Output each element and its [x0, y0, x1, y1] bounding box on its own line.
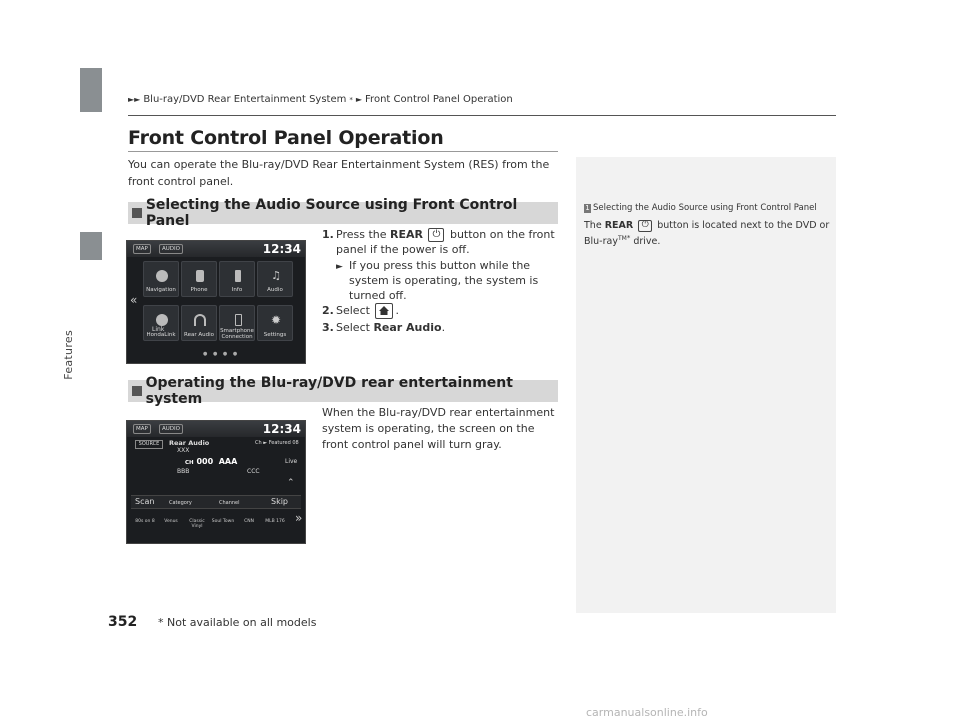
step-3-pre: Select: [336, 321, 370, 334]
rear-audio-screen-image: [126, 420, 306, 544]
section-square-icon: [132, 386, 142, 396]
step-3: [322, 320, 562, 335]
channel-number: [185, 457, 237, 466]
featured-text: Featured: [268, 440, 291, 446]
note-body: [584, 219, 834, 248]
note-body-end: drive.: [633, 236, 661, 248]
home-screen-image: [126, 240, 306, 364]
tile-label-smartphone: Smartphone Connection: [220, 328, 254, 340]
note-heading-text: Selecting the Audio Source using Front Control Panel: [593, 203, 817, 213]
sidebar-label: Features: [62, 330, 75, 380]
note-body-tm: TM: [617, 235, 627, 242]
bbb-label: BBB: [177, 468, 190, 475]
map-pill: MAP: [133, 244, 151, 254]
section1-heading: [128, 197, 558, 229]
phone-icon: [196, 270, 204, 282]
featured-num: 08: [292, 440, 299, 446]
live-label: Live: [285, 458, 298, 465]
breadcrumb-arrow-icon: ►►: [128, 95, 141, 104]
note-badge: 1: [585, 203, 590, 212]
smartphone-icon: [235, 314, 242, 326]
breadcrumb-part1[interactable]: Blu-ray/DVD Rear Entertainment System: [143, 94, 347, 105]
step-1-bold: REAR: [390, 228, 423, 241]
step-1-pre: Press the: [336, 228, 387, 241]
sub-arrow-icon: ►: [336, 262, 343, 272]
breadcrumb-asterisk: *: [349, 95, 353, 104]
power-icon: ⏻: [428, 228, 444, 242]
screen-clock: 12:34: [262, 422, 301, 436]
section2-heading-text: Operating the Blu-ray/DVD rear entertainment system: [145, 375, 513, 407]
tile-label-hondalink: HondaLink: [146, 332, 176, 338]
category-label: Category: [169, 500, 192, 506]
note-body-pre: The: [584, 220, 602, 231]
note-body-bold: REAR: [604, 220, 634, 231]
step-1-sub: [322, 258, 562, 303]
watermark: carmanualsonline.info: [586, 706, 708, 719]
step-1: [322, 227, 562, 257]
hondalink-icon: [156, 314, 168, 326]
preset-4: Soul Town: [211, 519, 235, 524]
step-1-sub-text: If you press this button while the system is operating, the system is turned off.: [349, 259, 539, 302]
breadcrumb-arrow-icon: ►: [355, 95, 363, 104]
screen-clock: 12:34: [262, 242, 301, 256]
audio-pill: AUDIO: [159, 424, 183, 434]
tile-label-phone: Phone: [190, 287, 208, 293]
page-title: Front Control Panel Operation: [128, 127, 444, 149]
scan-label: Scan: [135, 497, 155, 506]
hondalink-link-text: Link: [152, 326, 165, 333]
intro-text: You can operate the Blu-ray/DVD Rear Entertainment System (RES) from the front control panel.: [128, 158, 550, 188]
preset-6: MLB 176: [265, 519, 285, 524]
footnote: * Not available on all models: [158, 616, 317, 629]
xxx-label: XXX: [177, 447, 190, 454]
note-heading: [584, 203, 817, 213]
chevron-left-icon: «: [130, 293, 138, 307]
step-3-post: .: [441, 321, 446, 334]
ch-num: 000: [196, 457, 214, 466]
rear-audio-title: Rear Audio: [169, 439, 210, 447]
info-icon: [235, 270, 241, 282]
preset-5: CNN: [244, 519, 254, 524]
section2-heading: [128, 375, 558, 407]
preset-1: 80s on 8: [135, 519, 155, 524]
headphones-icon: [194, 314, 206, 326]
note-body-star: *: [626, 234, 631, 242]
step-3-bold: Rear Audio: [373, 321, 442, 334]
tile-label-rear-audio: Rear Audio: [184, 332, 214, 338]
step-2-pre: Select: [336, 304, 370, 317]
tile-label-settings: Settings: [263, 332, 287, 338]
featured-label: Ch ► Featured 08: [255, 440, 299, 446]
breadcrumb: [128, 94, 513, 105]
title-rule: [128, 151, 558, 152]
sidebar-tab-top: [80, 68, 102, 112]
step-1-post: button on the front panel if the power is off.: [336, 228, 555, 256]
step-1-num: 1.: [322, 228, 334, 241]
page-number: 352: [108, 614, 138, 630]
section-square-icon: [132, 208, 142, 218]
music-note-icon: ♫: [271, 269, 281, 282]
ch-name: AAA: [218, 457, 238, 466]
map-pill: MAP: [133, 424, 151, 434]
section1-heading-text: Selecting the Audio Source using Front Control Panel: [145, 197, 518, 229]
navigation-icon: [156, 270, 168, 282]
chevron-up-icon: ⌃: [287, 478, 295, 488]
step-2: [322, 303, 562, 319]
channel-label: Channel: [219, 500, 240, 506]
power-icon: ⏻: [638, 220, 652, 232]
note-body-post: button is located next to the DVD or: [657, 220, 830, 231]
breadcrumb-part2[interactable]: Front Control Panel Operation: [365, 94, 513, 105]
preset-2: Venus: [164, 519, 178, 524]
section2-paragraph: When the Blu-ray/DVD rear entertainment system is operating, the screen on the front control panel will turn gray.: [322, 406, 555, 451]
home-icon: [375, 303, 393, 319]
tile-label-info: Info: [231, 287, 243, 293]
step-2-post: .: [395, 304, 399, 317]
audio-pill: AUDIO: [159, 244, 183, 254]
gear-icon: ✹: [270, 313, 282, 327]
note-body-line2: Blu-ray: [584, 236, 618, 248]
skip-label: Skip: [271, 497, 289, 506]
preset-3: Classic Vinyl: [189, 519, 205, 529]
ccc-label: CCC: [247, 468, 260, 475]
sidebar-tab-features: [80, 232, 102, 260]
step-2-num: 2.: [322, 304, 334, 317]
ch-label: CH: [185, 460, 194, 466]
source-button: SOURCE: [135, 440, 163, 449]
step-3-num: 3.: [322, 321, 334, 334]
page-dots: ● ● ● ●: [203, 351, 240, 357]
steps-list: [322, 227, 562, 336]
tile-label-audio: Audio: [267, 287, 283, 293]
header-rule: [128, 115, 836, 116]
tile-label-navigation: Navigation: [146, 287, 176, 293]
chevron-right-icon: »: [295, 511, 303, 525]
